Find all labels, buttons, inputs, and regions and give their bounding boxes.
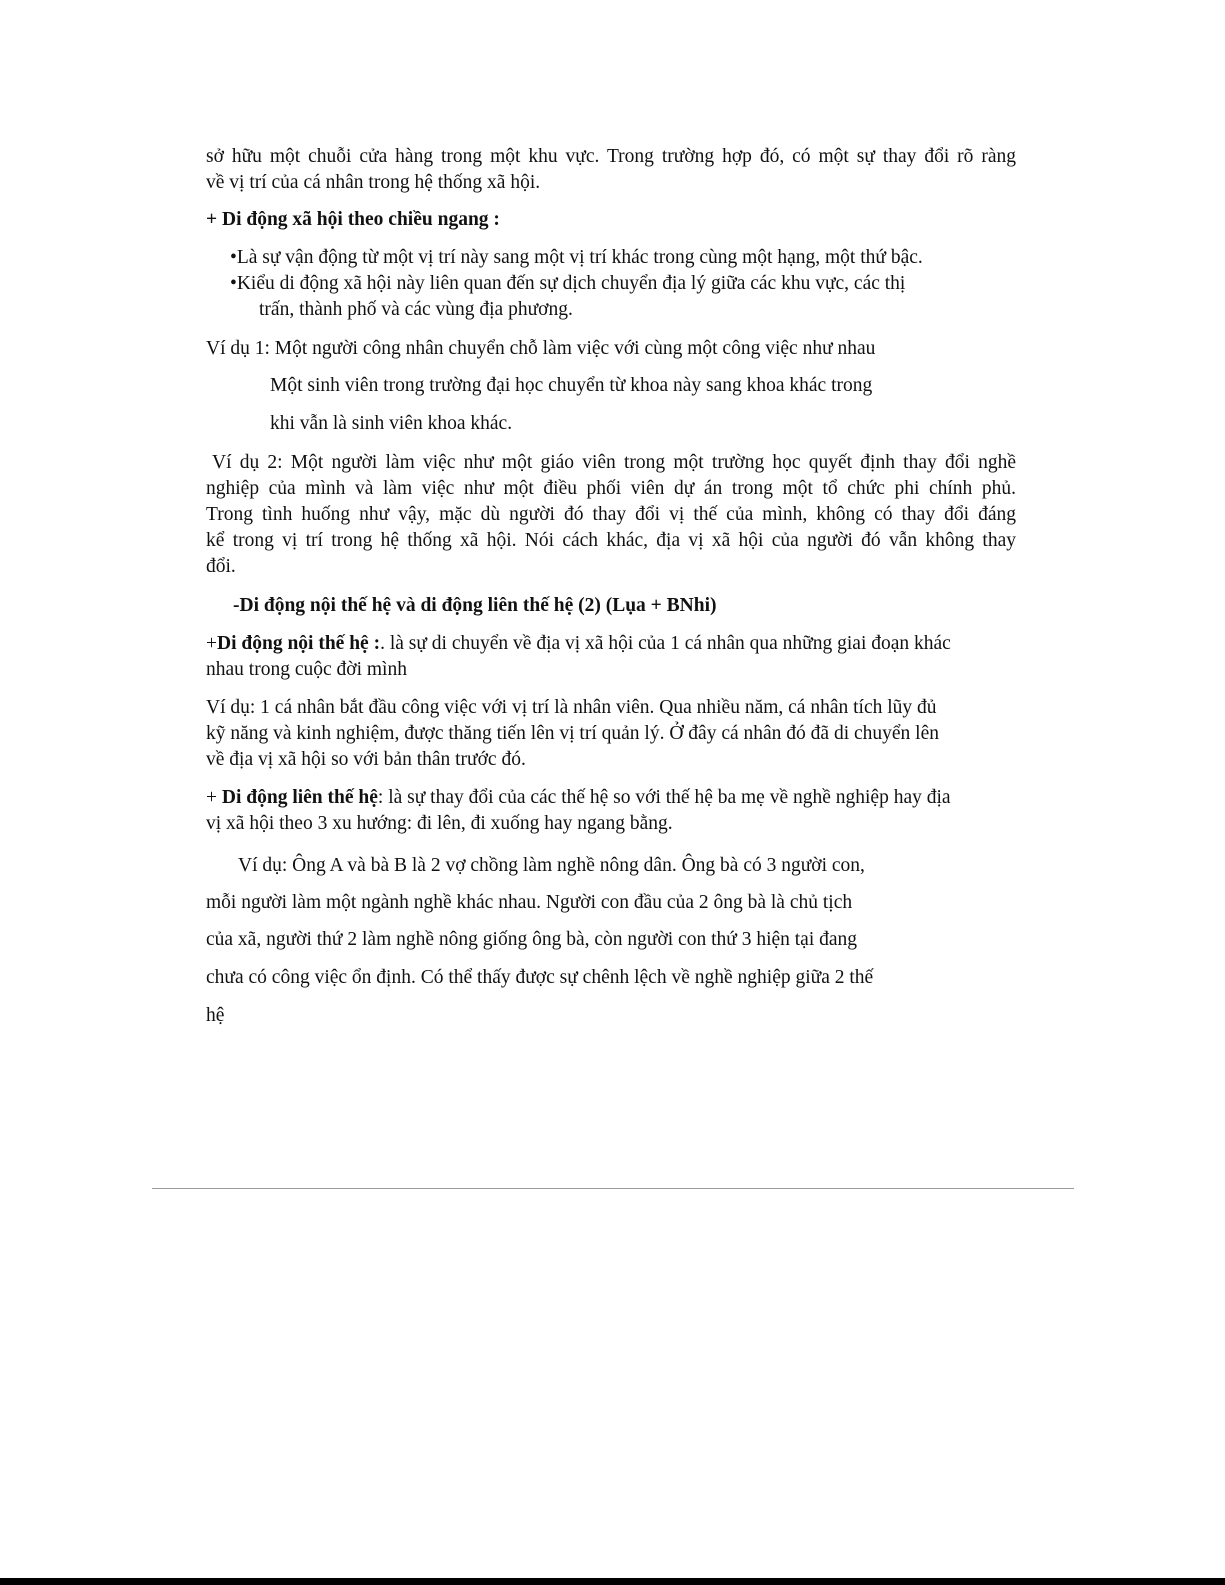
example-line: hệ	[206, 1005, 225, 1026]
definition-line: vị xã hội theo 3 xu hướng: đi lên, đi xuống hay ngang bằng.	[206, 813, 673, 834]
paragraph-line: sở hữu một chuỗi cửa hàng trong một khu vực. Trong trường hợp đó, có một sự thay đổi rõ ràng	[206, 146, 1016, 167]
definition-line: nhau trong cuộc đời mình	[206, 659, 407, 680]
example-line: của xã, người thứ 2 làm nghề nông giống ông bà, còn người con thứ 3 hiện tại đang	[206, 929, 858, 950]
example-line: khi vẫn là sinh viên khoa khác.	[270, 413, 513, 434]
bullet-item: •Là sự vận động từ một vị trí này sang một vị trí khác trong cùng một hạng, một thứ bậc.	[230, 247, 923, 268]
definition-prefix: +	[206, 787, 222, 808]
example-line: Ví dụ: Ông A và bà B là 2 vợ chồng làm nghề nông dân. Ông bà có 3 người con,	[238, 855, 865, 876]
example-line: kỹ năng và kinh nghiệm, được thăng tiến lên vị trí quản lý. Ở đây cá nhân đó đã di chuyển lên	[206, 723, 939, 744]
definition-term: Di động liên thế hệ	[221, 787, 378, 808]
section-heading-horizontal: + Di động xã hội theo chiều ngang :	[206, 209, 500, 230]
example-line: Một sinh viên trong trường đại học chuyển từ khoa này sang khoa khác trong	[270, 375, 873, 396]
bullet-item-continuation: trấn, thành phố và các vùng địa phương.	[259, 299, 573, 320]
example-line: mỗi người làm một ngành nghề khác nhau. Người con đầu của 2 ông bà là chủ tịch	[206, 892, 853, 913]
section-heading-generational: -Di động nội thế hệ và di động liên thế hệ (2) (Lụa + BNhi)	[233, 595, 717, 616]
definition-prefix: +	[206, 633, 217, 654]
example-line: đổi.	[206, 556, 236, 577]
definition-intra	[206, 631, 951, 657]
example-line: nghiệp của mình và làm việc như một điều phối viên dự án trong một tổ chức phi chính phủ.	[206, 478, 1016, 499]
example-line: Ví dụ: 1 cá nhân bắt đầu công việc với vị trí là nhân viên. Qua nhiều năm, cá nhân tích lũy đủ	[206, 697, 937, 718]
bottom-edge-bar	[0, 1578, 1225, 1585]
example-line: về địa vị xã hội so với bản thân trước đó.	[206, 749, 526, 770]
paragraph-line: về vị trí của cá nhân trong hệ thống xã hội.	[206, 172, 541, 193]
example-line: kể trong vị trí trong hệ thống xã hội. Nói cách khác, địa vị xã hội của người đó vẫn không thay	[206, 530, 1016, 551]
example-line: Trong tình huống như vậy, mặc dù người đó thay đổi vị thế của mình, không có thay đổi đáng	[206, 504, 1016, 525]
page-divider	[152, 1188, 1074, 1189]
example-line: Ví dụ 2: Một người làm việc như một giáo viên trong một trường học quyết định thay đổi nghề	[212, 452, 1016, 473]
definition-text: : là sự thay đổi của các thế hệ so với thế hệ ba mẹ về nghề nghiệp hay địa	[377, 787, 951, 808]
example-line: chưa có công việc ổn định. Có thể thấy được sự chênh lệch về nghề nghiệp giữa 2 thế	[206, 967, 874, 988]
example-line: Ví dụ 1: Một người công nhân chuyển chỗ làm việc với cùng một công việc như nhau	[206, 338, 876, 359]
definition-term: Di động nội thế hệ :	[217, 633, 381, 654]
definition-text: . là sự di chuyển về địa vị xã hội của 1 cá nhân qua những giai đoạn khác	[380, 633, 951, 654]
bullet-item: •Kiểu di động xã hội này liên quan đến sự dịch chuyển địa lý giữa các khu vực, các thị	[230, 273, 906, 294]
definition-inter	[206, 785, 951, 811]
